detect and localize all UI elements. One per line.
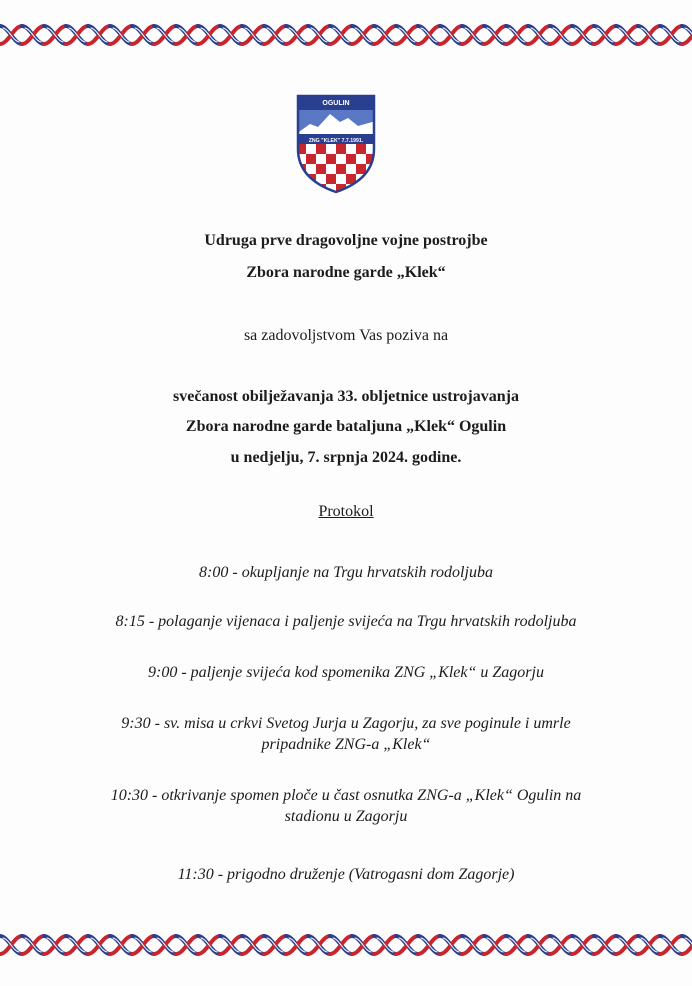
organization-name-line1: Udruga prve dragovoljne vojne postrojbe — [204, 232, 488, 249]
coat-of-arms-icon — [296, 94, 376, 194]
event-title-line2: Zbora narodne garde bataljuna „Klek“ Ogulin — [185, 418, 507, 435]
schedule-item-text: 8:15 - polaganje vijenaca i paljenje svijeća na Trgu hrvatskih rodoljuba — [115, 613, 577, 630]
invitation-line: sa zadovoljstvom Vas poziva na — [243, 327, 449, 344]
schedule-item — [0, 713, 692, 755]
organization-name-line2: Zbora narodne garde „Klek“ — [246, 264, 446, 281]
protocol-title: Protokol — [318, 503, 374, 520]
schedule-item-text: 11:30 - prigodno druženje (Vatrogasni dom Zagorje) — [177, 866, 515, 883]
event-date: u nedjelju, 7. srpnja 2024. godine. — [230, 449, 462, 466]
schedule-item-text: 9:00 - paljenje svijeća kod spomenika ZNG „Klek“ u Zagorju — [148, 664, 544, 681]
schedule-item — [0, 866, 692, 884]
schedule-item — [0, 664, 692, 682]
schedule-item — [0, 564, 692, 582]
crest-band-text: ZNG "KLEK" 7.7.1991. — [308, 138, 364, 144]
schedule-item-text: 8:00 - okupljanje na Trgu hrvatskih rodoljuba — [199, 564, 493, 581]
event-title-line1: svečanost obilježavanja 33. obljetnice ustrojavanja — [173, 388, 519, 405]
schedule-item-text: pripadnike ZNG-a „Klek“ — [261, 736, 431, 753]
schedule-item — [0, 613, 692, 631]
schedule-item — [0, 785, 692, 827]
braid-border-bottom — [0, 928, 692, 962]
braid-border-top — [0, 18, 692, 52]
schedule-item-text: stadionu u Zagorju — [284, 808, 408, 825]
crest-top-text: OGULIN — [322, 100, 350, 107]
schedule-item-text: 10:30 - otkrivanje spomen ploče u čast osnutka ZNG-a „Klek“ Ogulin na — [110, 787, 582, 804]
schedule-item-text: 9:30 - sv. misa u crkvi Svetog Jurja u Zagorju, za sve poginule i umrle — [121, 715, 571, 732]
